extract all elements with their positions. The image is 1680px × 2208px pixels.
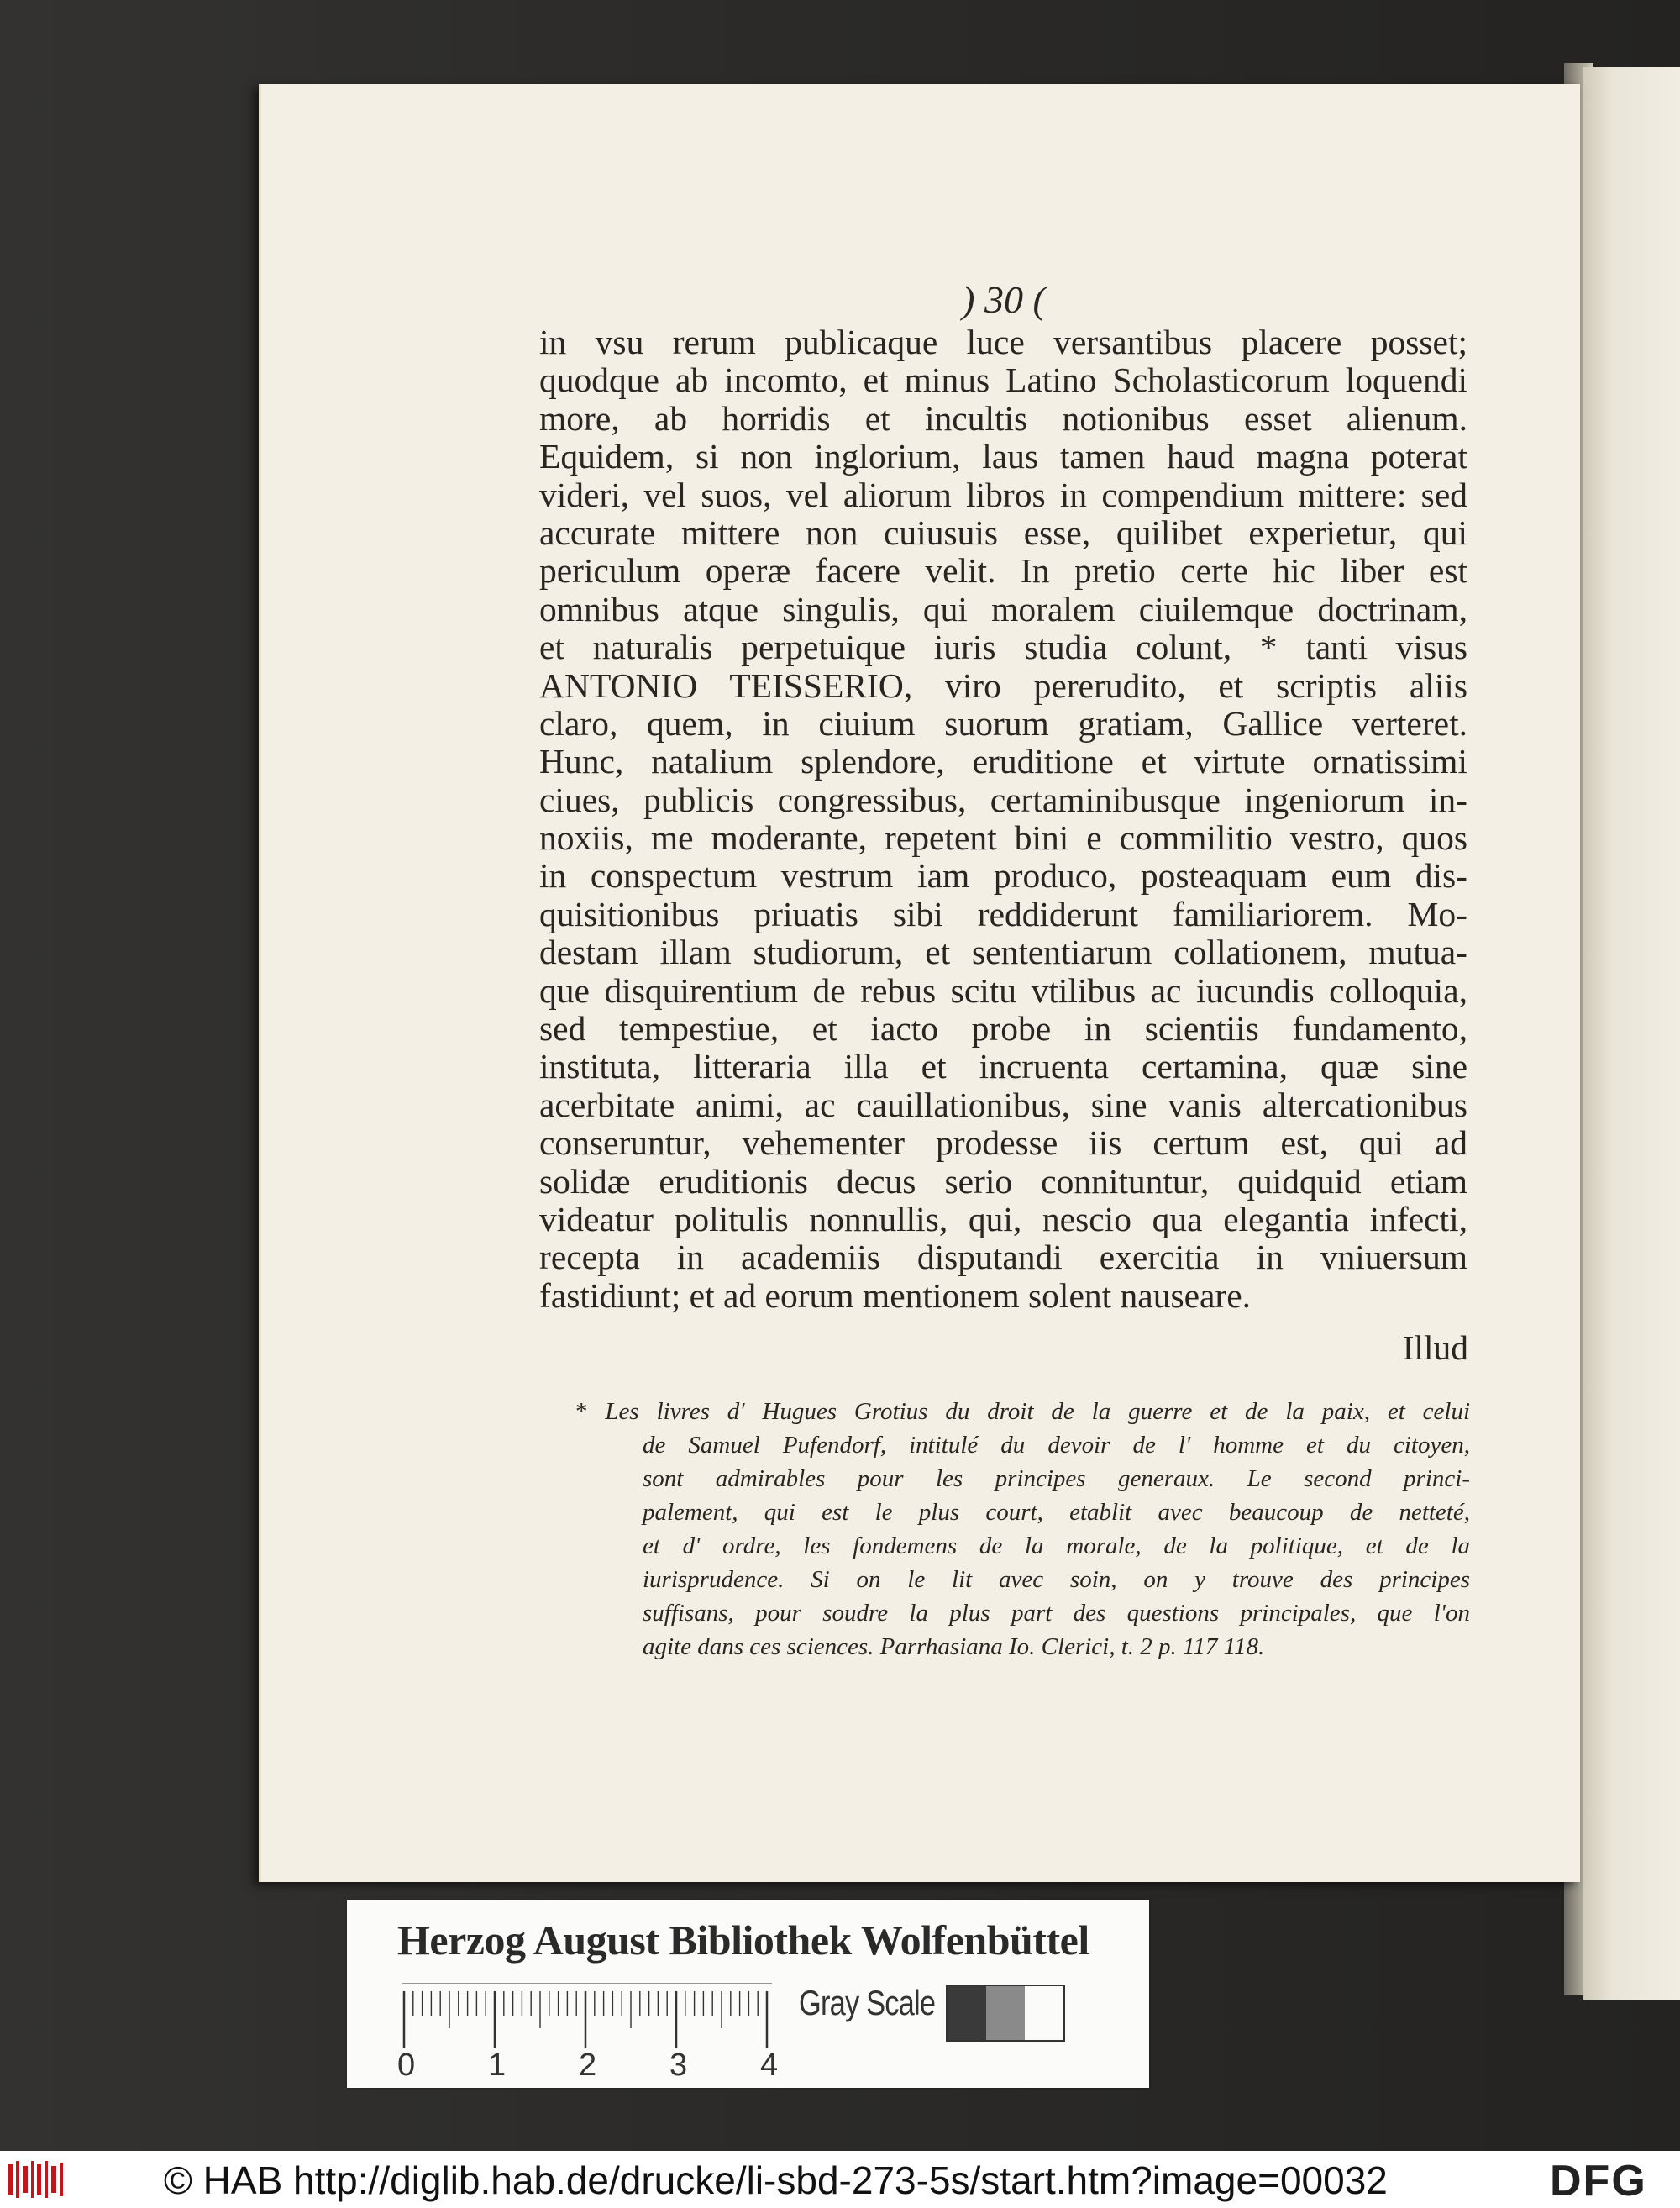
footer-bar <box>0 2151 1680 2208</box>
text-line: Equidem, si non inglorium, laus tamen haud magna poterat <box>539 437 1467 476</box>
footnote-line: et d' ordre, les fondemens de la morale, de la politique, et de la <box>643 1532 1470 1559</box>
text-line: more, ab horridis et incultis notionibus esset alienum. <box>539 398 1467 438</box>
footnote-line: agite dans ces sciences. Parrhasiana Io. Clerici, t. 2 p. 117 118. <box>643 1633 1265 1660</box>
footnote-marker: * <box>575 1398 606 1425</box>
body-text <box>539 323 1467 1315</box>
text-line: ANTONIO TEISSERIO, viro pereruditо, et scriptis aliis <box>539 665 1467 705</box>
text-line: que disquirentium de rebus scitu vtilibus ac iucundis colloquia, <box>539 970 1467 1010</box>
text-line: fastidiunt; et ad eorum mentionem solent nauseare. <box>539 1275 1252 1315</box>
adjacent-page-edge <box>1583 67 1680 2000</box>
ruler-number: 0 <box>397 2048 416 2083</box>
dfg-logo: DFG <box>1550 2157 1647 2205</box>
text-line: accurate mittere non cuiusuis esse, quilibet experietur, qui <box>539 513 1467 552</box>
text-line: omnibus atque singulis, qui moralem ciuilemque doctrinam, <box>539 589 1467 628</box>
gray-scale-swatch <box>946 1985 1065 2042</box>
footnote-line: suffisans, pour soudre la plus part des questions principales, que l'on <box>643 1600 1470 1627</box>
footnote <box>575 1395 1470 1664</box>
text-line: in conspectum vestrum iam produco, posteaquam eum dis- <box>539 856 1467 896</box>
copyright-url[interactable]: © HAB http://diglib.hab.de/drucke/li-sbd-273-5s/start.htm?image=00032 <box>164 2158 1388 2202</box>
text-line: sed tempestiue, et iacto probe in scientiis fundamento, <box>539 1009 1467 1049</box>
ruler-number: 4 <box>760 2048 779 2083</box>
gray-swatch-mid <box>986 1986 1025 2040</box>
text-line: in vsu rerum publicaque luce versantibus placere posset; <box>539 323 1467 361</box>
text-line: acerbitate animi, ac cauillationibus, sine vanis altercationibus <box>539 1085 1467 1124</box>
gray-swatch-dark <box>948 1986 986 2040</box>
text-line: videatur politulis nonnullis, qui, nescio qua elegantia infecti, <box>539 1199 1467 1238</box>
text-line: Hunc, natalium splendore, eruditione et virtute ornatissimi <box>539 742 1467 781</box>
ruler-number: 3 <box>669 2048 688 2083</box>
text-line: destam illam studiorum, et sententiarum collationem, mutua- <box>539 933 1467 972</box>
text-line: solidæ eruditionis decus serio connituntur, quidquid etiam <box>539 1161 1467 1201</box>
ruler-number: 2 <box>579 2048 597 2083</box>
library-label <box>347 1900 1149 2088</box>
page-number: ) 30 ( <box>962 278 1046 321</box>
gray-scale-label: Gray Scale <box>799 1983 936 2022</box>
library-name: Herzog August Bibliothek Wolfenbüttel <box>397 1916 1089 1964</box>
text-line: conseruntur, vehementer prodesse iis certum est, qui ad <box>539 1123 1467 1163</box>
footnote-text: Les livres d' Hugues Grotius du droit de la guerre et de la paix, et celui <box>605 1398 1470 1425</box>
text-line: periculum operæ facere velit. In pretio certe hic liber est <box>539 551 1467 591</box>
text-line: noxiis, me moderante, repetent bini e commilitio vestro, quos <box>539 818 1467 858</box>
gray-swatch-light <box>1025 1986 1063 2040</box>
text-line: recepta in academiis disputandi exercitia in vniuersum <box>539 1238 1467 1277</box>
catchword: Illud <box>1402 1328 1468 1367</box>
text-line: ciues, publicis congressibus, certaminibusque ingeniorum in- <box>539 780 1467 819</box>
footnote-line: de Samuel Pufendorf, intitulé du devoir de l' homme et du citoyen, <box>643 1432 1470 1459</box>
footnote-line: sont admirables pour les principes generaux. Le second princi- <box>643 1465 1470 1492</box>
text-line: quodque ab incomto, et minus Latino Scholasticorum loquendi <box>539 360 1467 400</box>
text-line: claro, quem, in ciuium suorum gratiam, Gallice verteret. <box>539 703 1467 743</box>
text-line: instituta, litteraria illa et incruenta certamina, quæ sine <box>539 1047 1467 1086</box>
footnote-line: iurisprudence. Si on le lit avec soin, on y trouve des principes <box>643 1566 1470 1593</box>
text-line: quisitionibus priuatis sibi reddiderunt familiariorem. Mo- <box>539 894 1467 933</box>
text-line: et naturalis perpetuique iuris studia colunt, * tanti visus <box>539 628 1467 667</box>
ruler-number: 1 <box>488 2048 507 2083</box>
barcode-logo-icon <box>8 2161 67 2198</box>
text-line: videri, vel suos, vel aliorum libros in compendium mittere: sed <box>539 475 1467 514</box>
footnote-line: palement, qui est le plus court, etablit avec beaucoup de netteté, <box>643 1499 1470 1526</box>
footnote-line <box>575 1395 1470 1428</box>
